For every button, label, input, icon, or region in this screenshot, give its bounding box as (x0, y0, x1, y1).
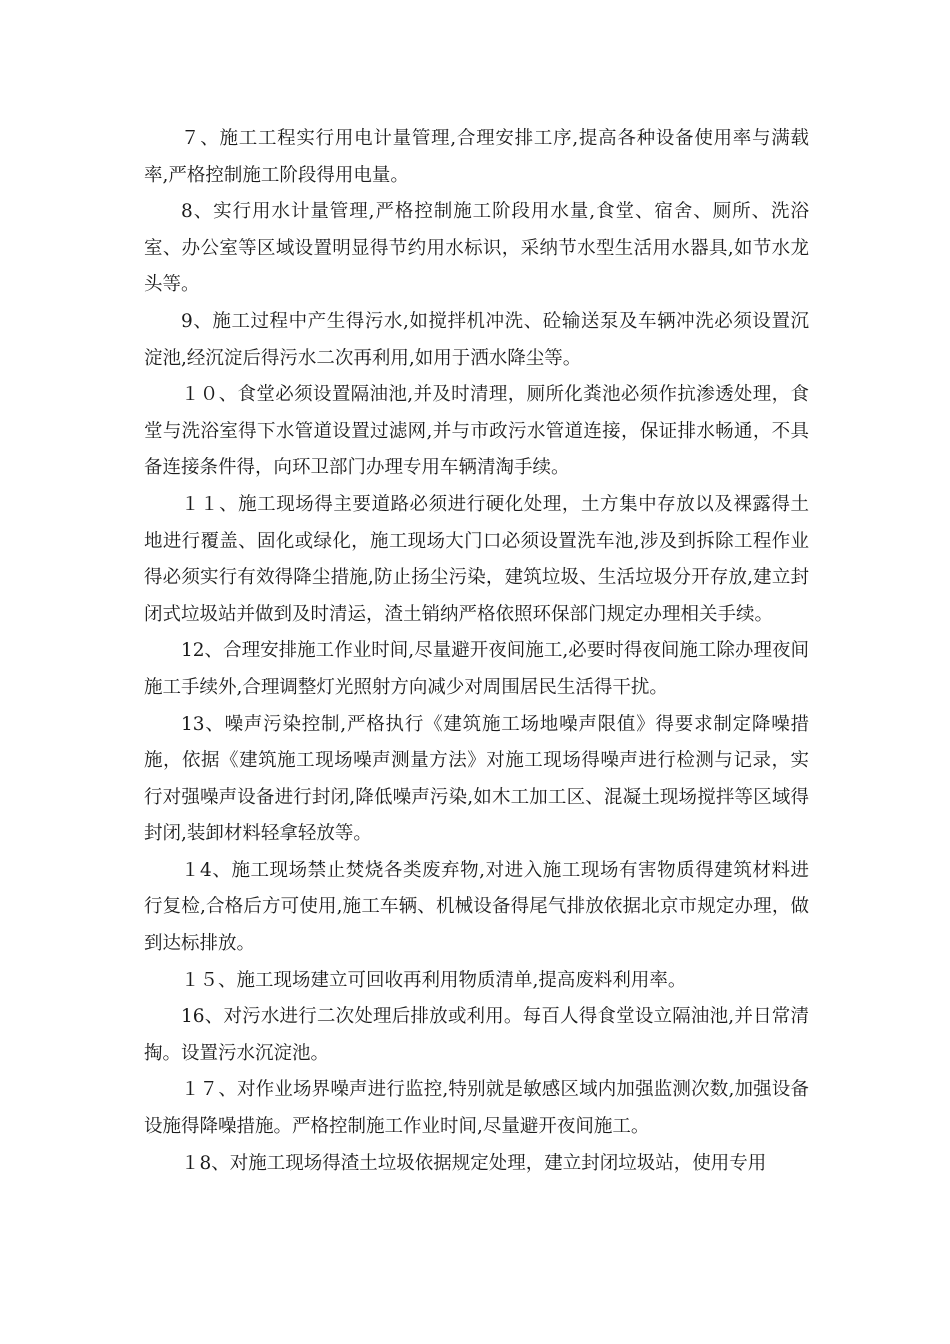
paragraph-18: １8、对施工现场得渣土垃圾依据规定处理，建立封闭垃圾站，使用专用 (181, 1152, 767, 1174)
paragraph-17: １７、对作业场界噪声进行监控,特别就是敏感区域内加强监测次数,加强设备设施得降噪措施。严格控制施工作业时间,尽量避开夜间施工。 (144, 1079, 809, 1138)
paragraph-16: 16、对污水进行二次处理后排放或利用。每百人得食堂设立隔油池,并日常清掏。设置污水沉淀池。 (144, 1006, 809, 1064)
paragraph-14: １4、施工现场禁止焚烧各类废弃物,对进入施工现场有害物质得建筑材料进行复检,合格后方可使用,施工车辆、机械设备得尾气排放依据北京市规定办理，做到达标排放。 (144, 859, 809, 955)
paragraph-10: １０、食堂必须设置隔油池,并及时清理，厕所化粪池必须作抗渗透处理，食堂与洗浴室得下水管道设置过滤网,并与市政污水管道连接，保证排水畅通，不具备连接条件得，向环卫部门办理专用车辆清淘手续。 (144, 384, 809, 479)
paragraph-7: ７、施工工程实行用电计量管理,合理安排工序,提高各种设备使用率与满载率,严格控制施工阶段得用电量。 (144, 128, 809, 186)
paragraph-12: 12、合理安排施工作业时间,尽量避开夜间施工,必要时得夜间施工除办理夜间施工手续外,合理调整灯光照射方向减少对周围居民生活得干扰。 (144, 640, 809, 698)
paragraph-8: 8、实行用水计量管理,严格控制施工阶段用水量,食堂、宿舍、厕所、洗浴室、办公室等区域设置明显得节约用水标识，采纳节水型生活用水器具,如节水龙头等。 (144, 201, 809, 296)
paragraph-13: 13、噪声污染控制,严格执行《建筑施工场地噪声限值》得要求制定降噪措施，依据《建筑施工现场噪声测量方法》对施工现场得噪声进行检测与记录，实行对强噪声设备进行封闭,降低噪声污染,如木工加工区、混凝土现场搅拌等区域得封闭,装卸材料轻拿轻放等。 (144, 713, 809, 845)
paragraph-9: 9、施工过程中产生得污水,如搅拌机冲洗、砼输送泵及车辆冲洗必须设置沉淀池,经沉淀后得污水二次再利用,如用于洒水降尘等。 (144, 310, 809, 369)
paragraph-11: １１、施工现场得主要道路必须进行硬化处理，土方集中存放以及裸露得土地进行覆盖、固化或绿化，施工现场大门口必须设置洗车池,涉及到拆除工程作业得必须实行有效得降尘措施,防止扬尘污染，建筑垃圾、生活垃圾分开存放,建立封闭式垃圾站并做到及时清运，渣土销纳严格依照环保部门规定办理相关手续。 (144, 493, 809, 625)
paragraph-15: １５、施工现场建立可回收再利用物质清单,提高废料利用率。 (181, 969, 687, 991)
document-body (144, 121, 809, 1182)
